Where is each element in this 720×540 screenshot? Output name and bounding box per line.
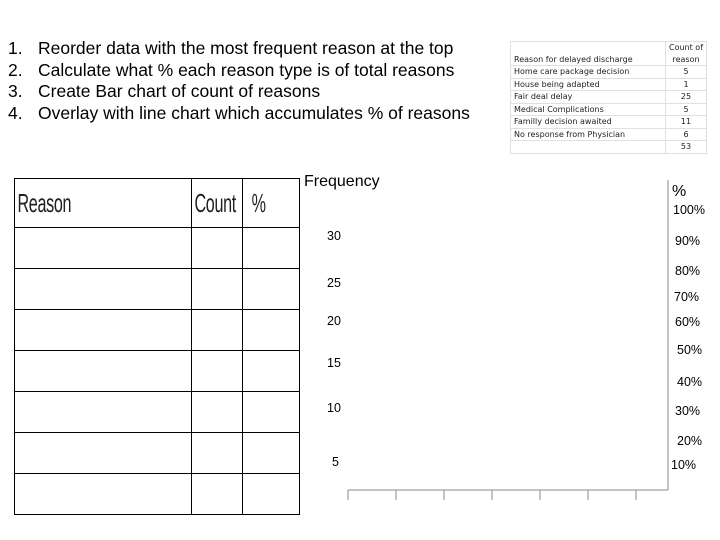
y-tick-label: 15 [327, 356, 341, 370]
table-row: Fair deal delay 25 [511, 91, 707, 104]
table-row: No response from Physician 6 [511, 128, 707, 141]
y2-tick-label: 30% [675, 404, 701, 418]
table-row: Familly decision awaited 11 [511, 116, 707, 129]
instruction-item: 2. Calculate what % each reason type is of total reasons [8, 59, 455, 80]
worksheet-col-count: Count [192, 179, 243, 228]
worksheet-col-pct: % [243, 179, 300, 228]
y2-axis-label: % [672, 183, 687, 200]
y2-tick-label: 70% [674, 290, 700, 304]
y-tick-label: 30 [327, 229, 341, 243]
instruction-item: 1. Reorder data with the most frequent reason at the top [8, 38, 454, 58]
y2-tick-label: 90% [675, 234, 701, 248]
y2-tick-label: 20% [677, 434, 703, 448]
y2-tick-label: 100% [673, 203, 705, 217]
table-total-row: 53 [511, 141, 707, 154]
x-axis-ticks [348, 490, 636, 500]
y-tick-label: 20 [327, 314, 341, 328]
y2-tick-label: 10% [671, 458, 697, 472]
y-tick-label: 10 [327, 401, 341, 415]
y-tick-label: 5 [332, 455, 339, 469]
y2-tick-label: 80% [675, 264, 701, 278]
table-row: Medical Complications 5 [511, 103, 707, 116]
header-count: Count of reason [666, 42, 707, 66]
y2-tick-label: 50% [677, 343, 703, 357]
table-row: Home care package decision 5 [511, 66, 707, 79]
y-tick-label: 25 [327, 276, 341, 290]
header-reason: Reason for delayed discharge [511, 42, 666, 66]
y2-tick-label: 60% [675, 315, 701, 329]
instruction-item: 4. Overlay with line chart which accumulates % of reasons [8, 102, 470, 123]
y2-tick-label: 40% [677, 375, 703, 389]
table-row: House being adapted 1 [511, 78, 707, 91]
worksheet-col-reason: Reason [15, 179, 192, 228]
chart-title: Frequency [304, 173, 380, 190]
instruction-item: 3. Create Bar chart of count of reasons [8, 81, 321, 101]
